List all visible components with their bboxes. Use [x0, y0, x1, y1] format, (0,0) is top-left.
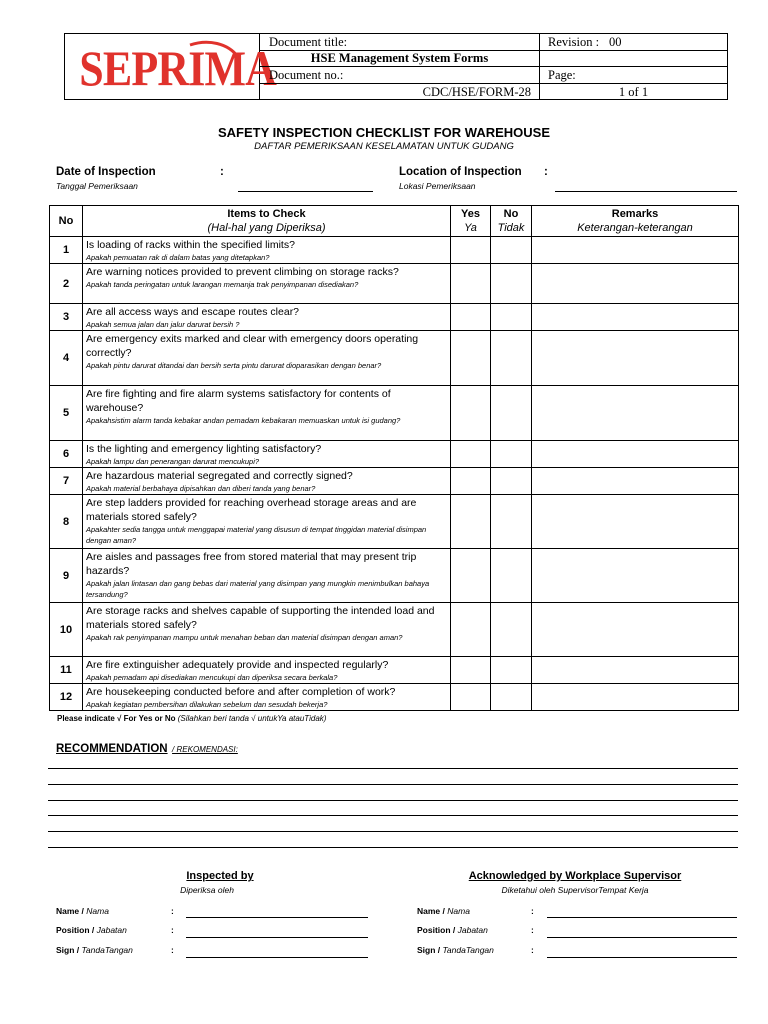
inspector-position-label	[56, 925, 127, 935]
position-sublabel: Jabatan	[96, 925, 127, 935]
date-colon: :	[220, 166, 224, 178]
no-checkbox-cell[interactable]	[491, 684, 532, 711]
yes-checkbox-cell[interactable]	[451, 657, 491, 684]
remarks-cell[interactable]	[532, 441, 739, 468]
location-label: Location of Inspection	[399, 166, 522, 178]
recommendation-line[interactable]	[48, 784, 738, 785]
table-row	[50, 441, 739, 468]
row-number: 7	[50, 468, 83, 495]
location-sublabel: Lokasi Pemeriksaan	[399, 181, 476, 191]
items-header: Items to Check	[227, 208, 306, 220]
yes-checkbox-cell[interactable]	[451, 264, 491, 304]
item-cell	[83, 468, 451, 495]
item-text-ms: Apakah rak penyimpanan mampu untuk menahan beban dan material disimpan dengan aman?	[86, 633, 403, 642]
item-text-en: Is the lighting and emergency lighting satisfactory?	[86, 443, 322, 455]
no-checkbox-cell[interactable]	[491, 331, 532, 386]
row-number: 6	[50, 441, 83, 468]
position-sublabel: Jabatan	[457, 925, 488, 935]
supervisor-sign-input[interactable]	[547, 957, 737, 958]
item-text-en: Is loading of racks within the specified limits?	[86, 239, 295, 251]
acknowledged-by-subtitle: Diketahui oleh SupervisorTempat Kerja	[501, 885, 649, 895]
doc-no-value: CDC/HSE/FORM-28	[260, 84, 540, 100]
item-text-en: Are fire extinguisher adequately provide and inspected regularly?	[86, 659, 389, 671]
supervisor-name-label	[417, 906, 470, 916]
item-cell	[83, 441, 451, 468]
name-label: Name /	[56, 906, 84, 916]
yes-checkbox-cell[interactable]	[451, 495, 491, 549]
remarks-cell[interactable]	[532, 264, 739, 304]
no-subheader: Tidak	[497, 222, 525, 234]
logo	[68, 37, 277, 96]
yes-checkbox-cell[interactable]	[451, 386, 491, 441]
table-row	[50, 331, 739, 386]
revision-cell	[540, 34, 727, 50]
item-cell	[83, 386, 451, 441]
inspector-sign-input[interactable]	[186, 957, 368, 958]
header-row	[260, 51, 727, 67]
item-text-en: Are housekeeping conducted before and after completion of work?	[86, 686, 396, 698]
remarks-cell[interactable]	[532, 495, 739, 549]
item-cell	[83, 549, 451, 603]
no-checkbox-cell[interactable]	[491, 603, 532, 657]
page-value: 1 of 1	[618, 84, 649, 99]
header-row	[260, 84, 727, 100]
no-checkbox-cell[interactable]	[491, 549, 532, 603]
item-text-ms: Apakah material berbahaya dipisahkan dan diberi tanda yang benar?	[86, 484, 316, 493]
table-row	[50, 603, 739, 657]
item-text-en: Are emergency exits marked and clear with emergency doors operating correctly?	[86, 333, 419, 359]
recommendation-line[interactable]	[48, 847, 738, 848]
no-checkbox-cell[interactable]	[491, 386, 532, 441]
row-number: 2	[50, 264, 83, 304]
colon: :	[171, 906, 174, 916]
table-row	[50, 657, 739, 684]
item-text-ms: Apakah jalan lintasan dan gang bebas dari material yang disimpan yang mungkin menimbulkan bahaya tersandung?	[86, 579, 430, 599]
header-row	[260, 34, 727, 51]
sign-sublabel: TandaTangan	[442, 945, 494, 955]
remarks-cell[interactable]	[532, 468, 739, 495]
recommendation-heading	[56, 739, 238, 757]
remarks-cell[interactable]	[532, 657, 739, 684]
item-text-en: Are all access ways and escape routes clear?	[86, 306, 300, 318]
yes-checkbox-cell[interactable]	[451, 441, 491, 468]
row-number: 9	[50, 549, 83, 603]
table-row	[50, 264, 739, 304]
item-cell	[83, 331, 451, 386]
col-yes-header	[451, 206, 491, 237]
inspected-by-subtitle: Diperiksa oleh	[180, 885, 234, 895]
date-label: Date of Inspection	[56, 166, 156, 178]
item-text-ms: Apakah pintu darurat ditandai dan bersih serta pintu darurat dioparasikan dengan benar?	[86, 361, 382, 370]
row-number: 12	[50, 684, 83, 711]
no-checkbox-cell[interactable]	[491, 304, 532, 331]
inspector-name-label	[56, 906, 109, 916]
table-row	[50, 468, 739, 495]
item-cell	[83, 304, 451, 331]
tick-instruction-ms: (Silahkan beri tanda √ untukYa atauTidak)	[177, 714, 327, 723]
inspected-by-title: Inspected by	[186, 870, 254, 882]
no-header: No	[503, 208, 519, 220]
date-input[interactable]	[238, 191, 373, 192]
item-text-en: Are aisles and passages free from stored material that may present trip hazards?	[86, 551, 417, 577]
items-subheader: (Hal-hal yang Diperiksa)	[207, 222, 326, 234]
recommendation-sublabel: / REKOMENDASI:	[172, 745, 238, 754]
header-row	[260, 67, 727, 84]
item-cell	[83, 603, 451, 657]
item-text-en: Are hazardous material segregated and correctly signed?	[86, 470, 353, 482]
position-label: Position /	[417, 925, 456, 935]
col-no-header: No	[50, 206, 83, 237]
remarks-cell[interactable]	[532, 304, 739, 331]
row-number: 1	[50, 237, 83, 264]
no-checkbox-cell[interactable]	[491, 468, 532, 495]
yes-checkbox-cell[interactable]	[451, 304, 491, 331]
colon: :	[531, 925, 534, 935]
location-input[interactable]	[555, 191, 737, 192]
item-text-ms: Apakah kegiatan pembersihan dilakukan sebelum dan sesudah bekerja?	[86, 700, 328, 709]
yes-checkbox-cell[interactable]	[451, 684, 491, 711]
recommendation-label: RECOMMENDATION	[56, 743, 168, 755]
remarks-subheader: Keterangan-keterangan	[577, 222, 693, 234]
table-row	[50, 495, 739, 549]
revision-label: Revision :	[548, 34, 600, 49]
location-colon: :	[544, 166, 548, 178]
blank-cell	[540, 51, 727, 66]
remarks-cell[interactable]	[532, 603, 739, 657]
name-sublabel: Nama	[86, 906, 109, 916]
document-header	[64, 33, 728, 100]
no-checkbox-cell[interactable]	[491, 264, 532, 304]
date-sublabel: Tanggal Pemeriksaan	[56, 181, 138, 191]
item-cell	[83, 264, 451, 304]
yes-checkbox-cell[interactable]	[451, 603, 491, 657]
table-header-row	[50, 206, 739, 237]
no-checkbox-cell[interactable]	[491, 495, 532, 549]
supervisor-position-input[interactable]	[547, 937, 737, 938]
item-text-ms: Apakah pemadam api disediakan mencukupi dan diperiksa secara berkala?	[86, 673, 338, 682]
name-sublabel: Nama	[447, 906, 470, 916]
no-checkbox-cell[interactable]	[491, 657, 532, 684]
row-number: 11	[50, 657, 83, 684]
colon: :	[171, 925, 174, 935]
acknowledged-by-title: Acknowledged by Workplace Supervisor	[468, 870, 682, 882]
yes-subheader: Ya	[464, 222, 477, 234]
table-row	[50, 386, 739, 441]
row-number: 5	[50, 386, 83, 441]
colon: :	[171, 945, 174, 955]
tick-instruction-en: Please indicate √ For Yes or No	[57, 714, 176, 723]
supervisor-name-input[interactable]	[547, 917, 737, 918]
item-text-ms: Apakah lampu dan penerangan darurat mencukupi?	[86, 457, 260, 466]
sign-sublabel: TandaTangan	[81, 945, 133, 955]
recommendation-line[interactable]	[48, 831, 738, 832]
yes-checkbox-cell[interactable]	[451, 549, 491, 603]
item-text-ms: Apakah tanda peringatan untuk larangan memanja trak penyimpanan disediakan?	[86, 280, 359, 289]
item-text-ms: Apakahsistim alarm tanda kebakar andan pemadam kebakaran memuaskan untuk isi gudang?	[86, 416, 401, 425]
colon: :	[531, 945, 534, 955]
supervisor-position-label	[417, 925, 488, 935]
item-cell	[83, 495, 451, 549]
revision-value: 00	[609, 34, 622, 49]
row-number: 3	[50, 304, 83, 331]
doc-no-label: Document no.:	[260, 67, 540, 83]
remarks-header: Remarks	[611, 208, 659, 220]
item-text-en: Are fire fighting and fire alarm systems satisfactory for contents of warehouse?	[86, 388, 391, 414]
inspector-sign-label	[56, 945, 133, 955]
item-text-en: Are storage racks and shelves capable of supporting the intended load and materials stored safely?	[86, 605, 435, 631]
doc-title-value: HSE Management System Forms	[260, 51, 540, 66]
yes-checkbox-cell[interactable]	[451, 237, 491, 264]
row-number: 10	[50, 603, 83, 657]
table-row	[50, 684, 739, 711]
yes-checkbox-cell[interactable]	[451, 331, 491, 386]
col-remarks-header	[532, 206, 739, 237]
page-label: Page:	[548, 67, 576, 82]
item-text-ms: Apakah pemuatan rak di dalam batas yang ditetapkan?	[86, 253, 270, 262]
name-label: Name /	[417, 906, 445, 916]
inspector-name-input[interactable]	[186, 917, 368, 918]
table-row	[50, 304, 739, 331]
item-text-en: Are warning notices provided to prevent climbing on storage racks?	[86, 266, 399, 278]
remarks-cell[interactable]	[532, 237, 739, 264]
supervisor-sign-label	[417, 945, 494, 955]
no-checkbox-cell[interactable]	[491, 441, 532, 468]
yes-header: Yes	[461, 208, 480, 220]
sign-label: Sign /	[417, 945, 441, 955]
remarks-cell[interactable]	[532, 684, 739, 711]
checklist-table	[49, 205, 739, 711]
logo-text: SEPRIMA	[79, 40, 277, 96]
position-label: Position /	[56, 925, 95, 935]
inspector-position-input[interactable]	[186, 937, 368, 938]
no-checkbox-cell[interactable]	[491, 237, 532, 264]
tick-instruction	[57, 714, 326, 723]
table-row	[50, 549, 739, 603]
header-grid	[260, 34, 727, 99]
doc-title-label: Document title:	[260, 34, 540, 50]
table-row	[50, 237, 739, 264]
form-title: SAFETY INSPECTION CHECKLIST FOR WAREHOUSE	[217, 125, 550, 140]
form-subtitle: DAFTAR PEMERIKSAAN KESELAMATAN UNTUK GUDANG	[254, 141, 514, 152]
recommendation-line[interactable]	[48, 768, 738, 769]
item-text-en: Are step ladders provided for reaching overhead storage areas and are materials stored safely?	[86, 497, 417, 523]
row-number: 4	[50, 331, 83, 386]
item-text-ms: Apakah semua jalan dan jalur darurat bersih ?	[86, 320, 240, 329]
colon: :	[531, 906, 534, 916]
yes-checkbox-cell[interactable]	[451, 468, 491, 495]
recommendation-line[interactable]	[48, 800, 738, 801]
col-items-header	[83, 206, 451, 237]
item-cell	[83, 657, 451, 684]
logo-cell	[65, 34, 277, 99]
item-cell	[83, 684, 451, 711]
remarks-cell[interactable]	[532, 331, 739, 386]
row-number: 8	[50, 495, 83, 549]
recommendation-line[interactable]	[48, 815, 738, 816]
remarks-cell[interactable]	[532, 549, 739, 603]
remarks-cell[interactable]	[532, 386, 739, 441]
sign-label: Sign /	[56, 945, 80, 955]
col-no-answer-header	[491, 206, 532, 237]
item-text-ms: Apakahter sedia tangga untuk menggapai material yang disusun di tempat tinggidan material disimpan dengan aman?	[86, 525, 427, 545]
item-cell	[83, 237, 451, 264]
